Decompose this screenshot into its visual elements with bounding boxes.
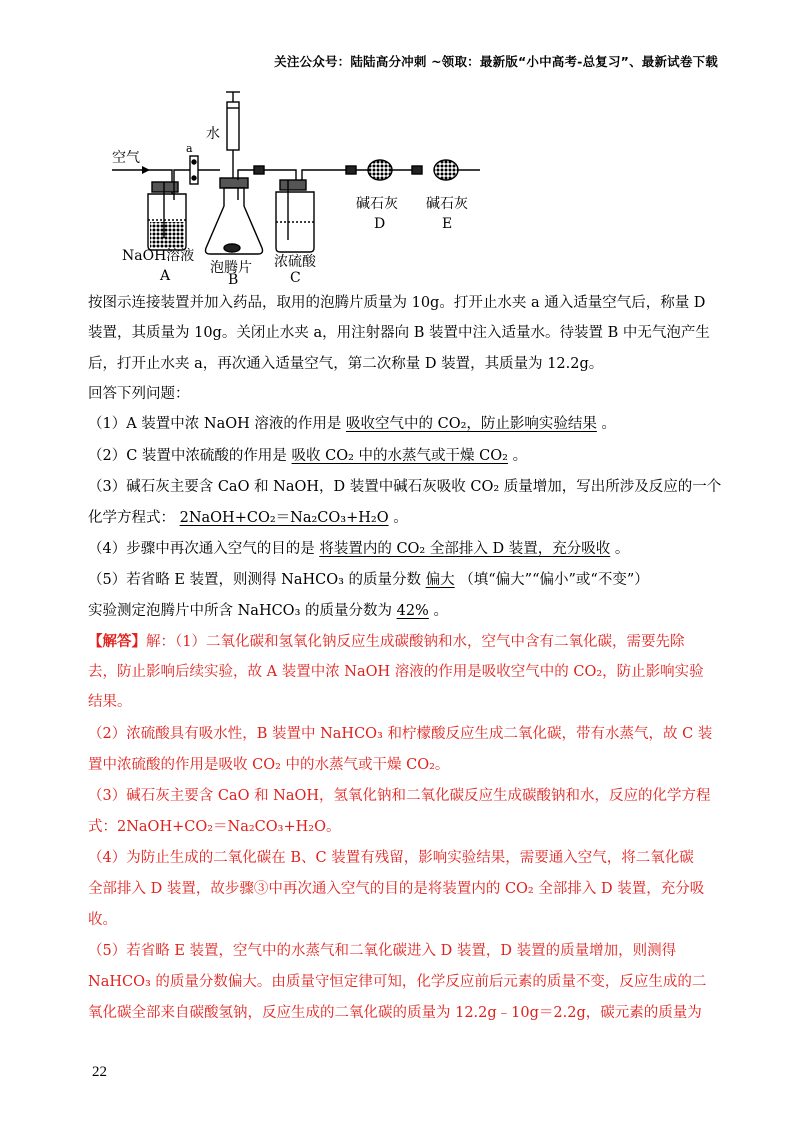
letter-c: C [290,270,301,284]
intro-line-3: 后，打开止水夹 a，再次通入适量空气，第二次称量 D 装置，其质量为 12.2g。 [88,356,604,372]
analysis-label: 【解答】 [88,633,146,650]
intro-line-4: 回答下列问题： [88,386,190,402]
letter-d: D [374,216,386,232]
analysis-1-line-1: 【解答】解：（1）二氧化碳和氢氧化钠反应生成碳酸钠和水，空气中含有二氧化碳，需要先除 [88,633,685,650]
question-1: （1）A 装置中浓 NaOH 溶液的作用是 吸收空气中的 CO₂，防止影响实验结果 。 [88,416,617,432]
page-number: 22 [92,1064,107,1080]
analysis-5-line-2: NaHCO₃ 的质量分数偏大。由质量守恒定律可知，化学反应前后元素的质量不变，反应生成的二 [88,974,707,990]
bottle-a [148,182,186,250]
label-water: 水 [206,126,220,142]
label-clamp: a [186,142,193,155]
analysis-2-line-1: （2）浓硫酸具有吸水性，B 装置中 NaHCO₃ 和柠檬酸反应生成二氧化碳，带有水蒸气，故 C 装 [88,726,713,742]
drying-tube-e [412,160,480,180]
question-2: （2）C 装置中浓硫酸的作用是 吸收 CO₂ 中的水蒸气或干燥 CO₂ 。 [88,448,528,464]
flask-b [206,178,263,254]
answer-3: 2NaOH+CO₂＝Na₂CO₃+H₂O [179,510,389,526]
letter-e: E [442,216,453,232]
letter-b: B [228,272,239,284]
analysis-1-line-3: 结果。 [88,694,132,710]
answer-2: 吸收 CO₂ 中的水蒸气或干燥 CO₂ [291,448,508,464]
experiment-apparatus-diagram [108,88,488,284]
analysis-2-line-2: 置中浓硫酸的作用是吸收 CO₂ 中的水蒸气或干燥 CO₂。 [88,757,450,773]
label-naoh: NaOH溶液 [122,248,195,264]
question-5b: 实验测定泡腾片中所含 NaHCO₃ 的质量分数为 42% 。 [88,603,448,619]
label-lime-d: 碱石灰 [356,196,398,212]
intro-line-1: 按图示连接装置并加入药品，取用的泡腾片质量为 10g。打开止水夹 a 通入适量空气后，称量 D [88,295,706,311]
answer-5b: 42% [396,603,429,619]
question-3-line-2: 化学方程式： 2NaOH+CO₂＝Na₂CO₃+H₂O 。 [88,510,408,526]
letter-a: A [160,268,171,284]
analysis-4-line-1: （4）为防止生成的二氧化碳在 B、C 装置有残留，影响实验结果，需要通入空气，将二氧化碳 [88,850,694,866]
question-5: （5）若省略 E 装置，则测得 NaHCO₃ 的质量分数 偏大 （填“偏大”“偏小”或“不变”） [88,572,649,588]
label-acid: 浓硫酸 [274,254,316,270]
analysis-3-line-1: （3）碱石灰主要含 CaO 和 NaOH，氢氧化钠和二氧化碳反应生成碳酸钠和水，反应的化学方程 [88,788,711,804]
analysis-5-line-1: （5）若省略 E 装置，空气中的水蒸气和二氧化碳进入 D 装置，D 装置的质量增加，则测得 [88,943,677,959]
question-4: （4）步骤中再次通入空气的目的是 将装置内的 CO₂ 全部排入 D 装置，充分吸收 。 [88,541,630,557]
label-air: 空气 [112,150,140,166]
analysis-4-line-2: 全部排入 D 装置，故步骤③中再次通入空气的目的是将装置内的 CO₂ 全部排入 D 装置，充分吸 [88,881,705,897]
analysis-4-line-3: 收。 [88,912,117,928]
analysis-1-line-2: 去，防止影响后续实验，故 A 装置中浓 NaOH 溶液的作用是吸收空气中的 CO₂，防止影响实验 [88,664,704,680]
answer-4: 将装置内的 CO₂ 全部排入 D 装置，充分吸收 [319,541,611,557]
question-3-line-1: （3）碱石灰主要含 CaO 和 NaOH，D 装置中碱石灰吸收 CO₂ 质量增加，写出所涉及反应的一个 [88,479,722,495]
answer-5: 偏大 [425,572,455,588]
intro-line-2: 装置，其质量为 10g。关闭止水夹 a，用注射器向 B 装置中注入适量水。待装置 B 中无气泡产生 [88,325,710,341]
answer-1: 吸收空气中的 CO₂，防止影响实验结果 [346,416,597,432]
label-tablet: 泡腾片 [210,260,252,276]
bottle-c [276,180,314,252]
page-header: 关注公众号：陆陆高分冲刺 ~领取：最新版“小中高考-总复习”、最新试卷下载 [274,54,718,69]
label-lime-e: 碱石灰 [426,196,468,212]
analysis-5-line-3: 氧化碳全部来自碳酸氢钠，反应生成的二氧化碳的质量为 12.2g﹣10g＝2.2g，碳元素的质量为 [88,1005,702,1021]
analysis-3-line-2: 式：2NaOH+CO₂＝Na₂CO₃+H₂O。 [88,819,341,835]
